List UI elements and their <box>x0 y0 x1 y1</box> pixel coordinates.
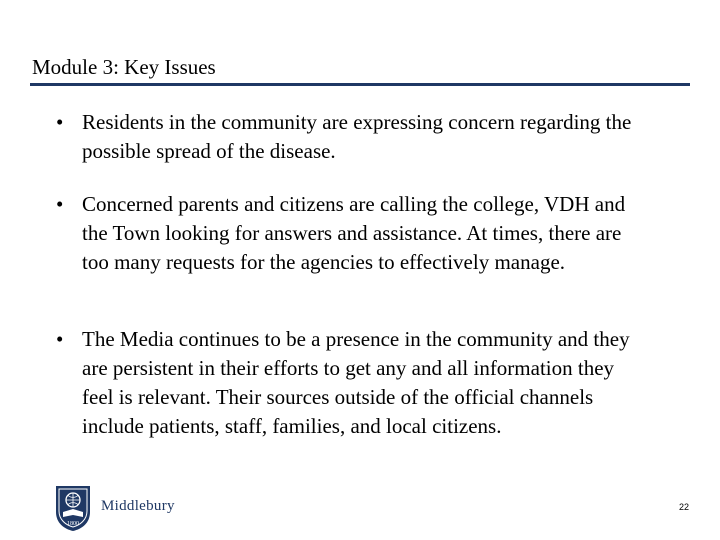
page-number: 22 <box>678 502 689 512</box>
bullet-item: • The Media continues to be a presence in the community and they are persistent in their efforts to get any and all information they feel is relevant. Their sources outside of the official channels include patients, staff, families, and local citizens. <box>56 325 646 441</box>
middlebury-logo <box>53 484 177 532</box>
bullet-item: • Concerned parents and citizens are calling the college, VDH and the Town looking for answers and assistance. At times, there are too many requests for the agencies to effectively manage. <box>56 190 646 277</box>
logo-wordmark: Middlebury <box>101 498 175 514</box>
bullet-item: • Residents in the community are expressing concern regarding the possible spread of the disease. <box>56 108 646 166</box>
crest-year: 1800 <box>67 521 79 527</box>
title-divider <box>30 83 690 86</box>
bullet-list <box>56 108 646 441</box>
slide-title: Module 3: Key Issues <box>32 55 216 79</box>
college-crest-icon <box>53 484 93 532</box>
